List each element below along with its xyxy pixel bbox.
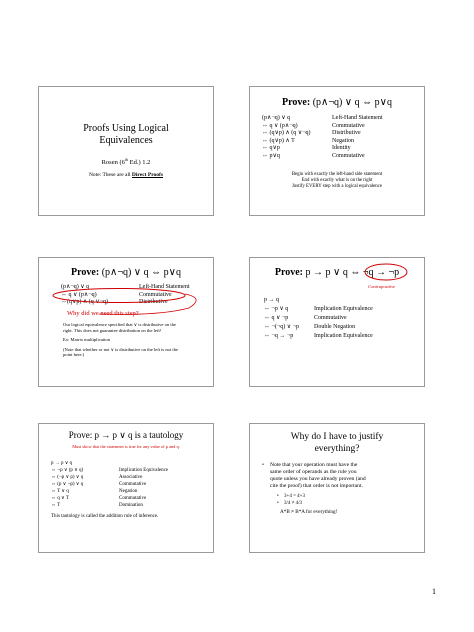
slide-3-question: Why did we need this step? bbox=[67, 310, 139, 317]
sub-bullet-text: 3/4 ≠ 4/3 bbox=[284, 501, 303, 506]
slide-1-reference-sup: th bbox=[124, 157, 129, 162]
slide-1-reference-pre: Rosen (6 bbox=[101, 159, 125, 167]
bullet-dot-icon: • bbox=[262, 462, 264, 468]
example-line: Ex: Matrix multiplication bbox=[63, 337, 110, 343]
proof-reason: Left-Hand Statement bbox=[332, 115, 383, 121]
proof-row bbox=[250, 123, 424, 131]
slide-1-reference-post: Ed.) 1.2 bbox=[128, 159, 151, 167]
note-line: (Note that whether or not ∨ is distributive on the left is not the bbox=[63, 346, 178, 352]
slide-3-explanation bbox=[63, 322, 178, 358]
sub-bullet-dot-icon: • bbox=[277, 494, 279, 499]
proof-expression: ⇔ ¬p ∨ q bbox=[264, 306, 289, 312]
sub-bullet-dot-icon: • bbox=[277, 501, 279, 506]
footer-line: Justify EVERY step with a logical equivalence bbox=[292, 184, 382, 189]
slide-1-note bbox=[39, 172, 213, 178]
proof-row bbox=[250, 130, 424, 138]
slide-1-note-bold: Direct Proofs bbox=[131, 172, 164, 178]
proof-expression: p → p ∨ q bbox=[51, 461, 73, 466]
proof-reason: Implication Equivalence bbox=[119, 468, 169, 473]
proof-row bbox=[250, 115, 424, 123]
slide-6-bullet bbox=[260, 462, 366, 516]
slide-5-proof-table bbox=[39, 460, 213, 509]
proof-expression: (p∧¬q) ∨ q bbox=[262, 115, 291, 121]
footer-line: End with exactly what is on the right bbox=[301, 178, 373, 183]
proof-reason: Identity bbox=[332, 145, 351, 151]
proof-expression: ⇔ q∨p bbox=[262, 145, 280, 151]
proof-reason: Negation bbox=[119, 489, 138, 494]
slide-1-title-line-1: Proofs Using Logical bbox=[83, 123, 169, 134]
proof-expression: ⇔ (q∨p) ∧ (q ∨¬q) bbox=[262, 130, 311, 136]
sub-bullet-item bbox=[260, 500, 366, 507]
footer-line: Begin with exactly the left-hand side statement bbox=[291, 172, 383, 177]
slide-2-proof-table bbox=[250, 115, 424, 160]
proof-row bbox=[39, 495, 213, 502]
slide-4-prove-expr: p → p ∨ q ⇔ ¬q → ¬p bbox=[303, 267, 400, 278]
proof-reason: Commutative bbox=[332, 122, 365, 129]
proof-reason: Distributive bbox=[332, 130, 361, 136]
slide-2-prove-word: Prove: bbox=[282, 97, 311, 108]
proof-expression: ⇔ ¬p ∨ (p ∨ q) bbox=[51, 468, 84, 473]
proof-row bbox=[250, 314, 424, 323]
slide-6-title-line-2: everything? bbox=[314, 444, 360, 454]
sub-bullet-text: 3+4 = 4+3 bbox=[284, 494, 305, 499]
proof-reason: Commutative bbox=[332, 152, 365, 159]
slide-5-footer: This tautology is called the addition rule of inference. bbox=[51, 514, 159, 519]
slide-4-proof-table bbox=[250, 296, 424, 341]
slide-3-prove-word: Prove: bbox=[71, 267, 100, 278]
slide-2-footer bbox=[250, 172, 424, 190]
proof-expression: p → q bbox=[264, 297, 279, 303]
proof-row bbox=[250, 153, 424, 161]
proof-reason: Double Negation bbox=[314, 324, 356, 330]
bullet-line: quote unless you have already proven (and bbox=[270, 476, 366, 482]
proof-reason: Left-Hand Statement bbox=[139, 284, 190, 290]
proof-expression: ⇔ ¬(¬q) ∨ ¬p bbox=[264, 324, 300, 330]
proof-row bbox=[250, 138, 424, 146]
note-line: point here.) bbox=[63, 352, 85, 358]
proof-expression: ⇔ (¬p ∨ p) ∨ q bbox=[51, 475, 84, 480]
slide-4-prove-word: Prove: bbox=[274, 267, 304, 278]
page-number: 1 bbox=[432, 587, 436, 596]
proof-expression: ⇔ p∨q bbox=[262, 152, 280, 159]
slide-5-title: Prove: p → p ∨ q is a tautology bbox=[68, 430, 184, 440]
proof-expression: ⇔ ¬q → ¬p bbox=[264, 333, 294, 339]
proof-row bbox=[250, 296, 424, 305]
proof-reason: Commutative bbox=[119, 496, 147, 501]
proof-expression: ⇔ q ∨ (p∧¬q) bbox=[262, 122, 298, 129]
proof-reason: Distributive bbox=[139, 299, 168, 305]
explanation-line: right. This does not guarantee distribution on the left! bbox=[63, 327, 162, 333]
slide-6-tail: A*B ≠ B*A for everything! bbox=[280, 509, 338, 515]
proof-expression: ⇔ T bbox=[51, 503, 61, 508]
proof-row bbox=[39, 474, 213, 481]
proof-row bbox=[250, 305, 424, 314]
slide-6 bbox=[249, 423, 425, 553]
proof-reason: Commutative bbox=[139, 291, 172, 298]
proof-row bbox=[39, 481, 213, 488]
slide-3-prove-expr: (p∧¬q) ∨ q ⇔ p∨q bbox=[99, 267, 181, 278]
slide-4 bbox=[249, 257, 425, 387]
slide-6-title-line-1: Why do I have to justify bbox=[290, 432, 384, 442]
proof-row bbox=[39, 467, 213, 474]
proof-row bbox=[39, 460, 213, 467]
proof-row bbox=[39, 502, 213, 509]
proof-reason: Domination bbox=[119, 503, 143, 508]
slide-3 bbox=[38, 257, 214, 387]
slide-1-reference bbox=[39, 157, 213, 166]
slide-1-note-pre: Note: These are all bbox=[88, 172, 132, 178]
slide-5 bbox=[38, 423, 214, 553]
proof-reason: Commutative bbox=[119, 482, 147, 487]
bullet-item bbox=[260, 462, 366, 490]
proof-expression: ⇔ q ∨ ¬p bbox=[264, 315, 289, 321]
bullet-line: cite the proof) that order is not important. bbox=[270, 483, 363, 489]
proof-row bbox=[250, 332, 424, 341]
proof-expression: (p∧¬q) ∨ q bbox=[61, 284, 90, 290]
slide-1 bbox=[38, 86, 214, 216]
proof-row bbox=[250, 323, 424, 332]
proof-reason: Negation bbox=[332, 137, 354, 144]
slide-2 bbox=[249, 86, 425, 216]
proof-expression: ⇔ (p ∨ ¬p) ∨ q bbox=[51, 482, 84, 487]
bullet-line: same order of operands as the rule you bbox=[270, 469, 357, 475]
proof-expression: ⇔(q∨p) ∧ (q ∨¬q) bbox=[61, 299, 109, 305]
proof-expression: ⇔ q ∨ T bbox=[51, 496, 69, 501]
proof-row bbox=[250, 145, 424, 153]
proof-reason: Commutative bbox=[314, 315, 347, 321]
proof-expression: ⇔ (q∨p) ∧ T bbox=[262, 137, 295, 144]
sub-bullet-item bbox=[260, 493, 366, 500]
explanation-line: Our logical equivalence specified that ∨ is distributive on the bbox=[63, 322, 176, 327]
proof-expression: ⇔ T ∨ q bbox=[51, 489, 69, 494]
slide-1-title-line-2: Equivalences bbox=[99, 135, 153, 146]
proof-reason: Associative bbox=[119, 475, 143, 480]
proof-expression: ⇔ q ∨ (p∧¬q) bbox=[61, 291, 97, 298]
slide-5-subtitle: Must show that the statement is true for any value of p and q. bbox=[72, 444, 180, 449]
proof-reason: Implication Equivalence bbox=[314, 333, 373, 339]
slide-2-title bbox=[250, 97, 424, 108]
proof-reason: Implication Equivalence bbox=[314, 306, 373, 312]
slide-4-contrapositive-label: Contrapositive bbox=[368, 284, 396, 289]
slide-2-prove-expr: (p∧¬q) ∨ q ⇔ p∨q bbox=[310, 97, 392, 108]
proof-row bbox=[39, 488, 213, 495]
bullet-line: Note that your operation must have the bbox=[270, 462, 358, 468]
